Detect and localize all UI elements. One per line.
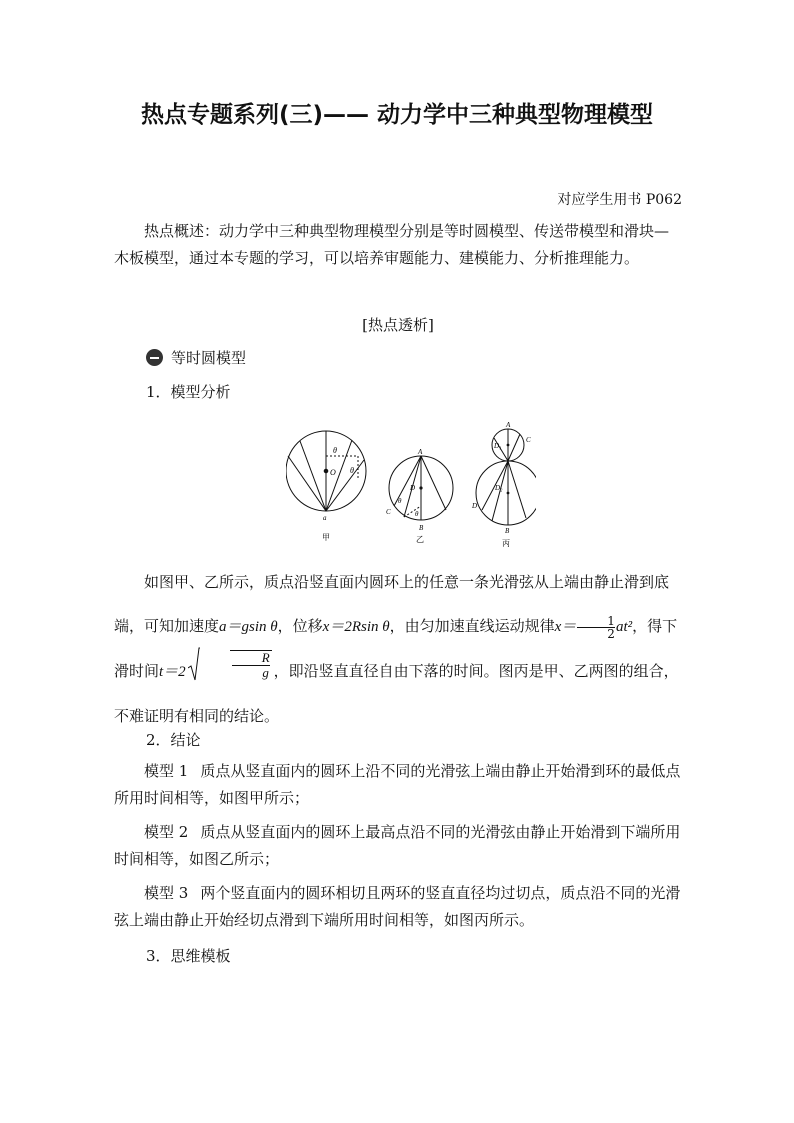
- label-c-bing: C: [526, 436, 531, 444]
- label-theta-4: θ: [415, 510, 419, 518]
- label-d: D: [410, 484, 416, 492]
- diagram-figure: [286, 418, 536, 552]
- label-theta-3: θ: [398, 497, 402, 505]
- label-a-upper: A: [418, 448, 423, 456]
- diagram-jia: [286, 431, 366, 511]
- section-number-icon: [146, 349, 163, 366]
- formula-time-lhs: t＝2: [159, 664, 186, 680]
- analysis-text-1: 如图甲、乙所示，质点沿竖直面内圆环上的任意一条光滑弦从上端由静止滑到底端，可知加速度: [114, 573, 670, 635]
- section-title: 等时圆模型: [171, 349, 247, 367]
- sqrt-r-over-g: [188, 650, 272, 694]
- label-c: C: [386, 508, 391, 516]
- label-b: B: [419, 524, 424, 532]
- reference-note: 对应学生用书 P062: [557, 192, 682, 208]
- label-d2: D₂: [495, 484, 503, 492]
- label-a: a: [323, 514, 327, 522]
- label-theta-1: θ: [333, 446, 337, 455]
- label-d-bing: D: [472, 502, 478, 510]
- model-3-text: 两个竖直面内的圆环相切且两环的竖直直径均过切点，质点沿不同的光滑弦上端由静止开始经切点滑到下端所用时间相等，如图丙所示。: [114, 884, 681, 929]
- subheading-conclusion: 2．结论: [146, 731, 201, 749]
- model-1-paragraph: [114, 758, 682, 812]
- model-1-label: 模型 1: [144, 762, 189, 780]
- label-b-bing: B: [505, 527, 510, 535]
- label-d1: D₁: [494, 442, 502, 450]
- overview-paragraph: 热点概述：动力学中三种典型物理模型分别是等时圆模型、传送带模型和滑块—木板模型，通过本专题的学习，可以培养审题能力、建模能力、分析推理能力。: [114, 222, 670, 267]
- subheading-model-analysis: 1．模型分析: [146, 383, 231, 401]
- fraction-half: [577, 615, 615, 640]
- analysis-text-2: ，位移: [277, 617, 323, 635]
- subheading-thinking-template: 3．思维模板: [146, 947, 231, 965]
- model-2-paragraph: [114, 819, 682, 873]
- section-label: [热点透析]: [362, 316, 434, 334]
- model-2-text: 质点从竖直面内的圆环上最高点沿不同的光滑弦由静止开始滑到下端所用时间相等，如图乙所示；: [114, 823, 681, 868]
- fraction-numerator: 1: [607, 613, 615, 628]
- label-theta-2: θ: [350, 466, 354, 475]
- model-1-text: 质点从竖直面内的圆环上沿不同的光滑弦上端由静止开始滑到环的最低点所用时间相等，如图甲所示；: [114, 762, 681, 807]
- formula-law-lhs: x＝: [554, 619, 577, 635]
- model-3-label: 模型 3: [144, 884, 189, 902]
- sqrt-denominator: g: [232, 665, 270, 679]
- formula-displacement: x＝2Rsin θ: [322, 619, 390, 635]
- model-2-label: 模型 2: [144, 823, 189, 841]
- caption-bing: 丙: [502, 539, 510, 548]
- analysis-text-4: ，得下滑时间: [114, 617, 678, 680]
- label-o: O: [330, 468, 336, 477]
- model-3-paragraph: [114, 880, 682, 934]
- section-heading: [146, 347, 246, 368]
- circle-diagrams: [286, 418, 536, 548]
- page-title: 热点专题系列(三)—— 动力学中三种典型物理模型: [140, 102, 654, 128]
- caption-jia: 甲: [322, 533, 330, 542]
- fraction-denominator: 2: [577, 627, 615, 640]
- sqrt-numerator: R: [261, 650, 270, 665]
- formula-law-rhs: at²: [615, 619, 633, 635]
- caption-yi: 乙: [416, 535, 424, 544]
- analysis-text-5: ，即沿竖直直径自由下落的时间。图丙是甲、乙两图的组合，不难证明有相同的结论。: [114, 662, 679, 725]
- analysis-paragraph: [114, 560, 682, 738]
- analysis-text-3: ，由匀加速直线运动规律: [389, 617, 555, 635]
- formula-acceleration: a＝gsin θ: [219, 619, 278, 635]
- sqrt-content: [230, 650, 272, 679]
- label-a-bing: A: [506, 421, 511, 429]
